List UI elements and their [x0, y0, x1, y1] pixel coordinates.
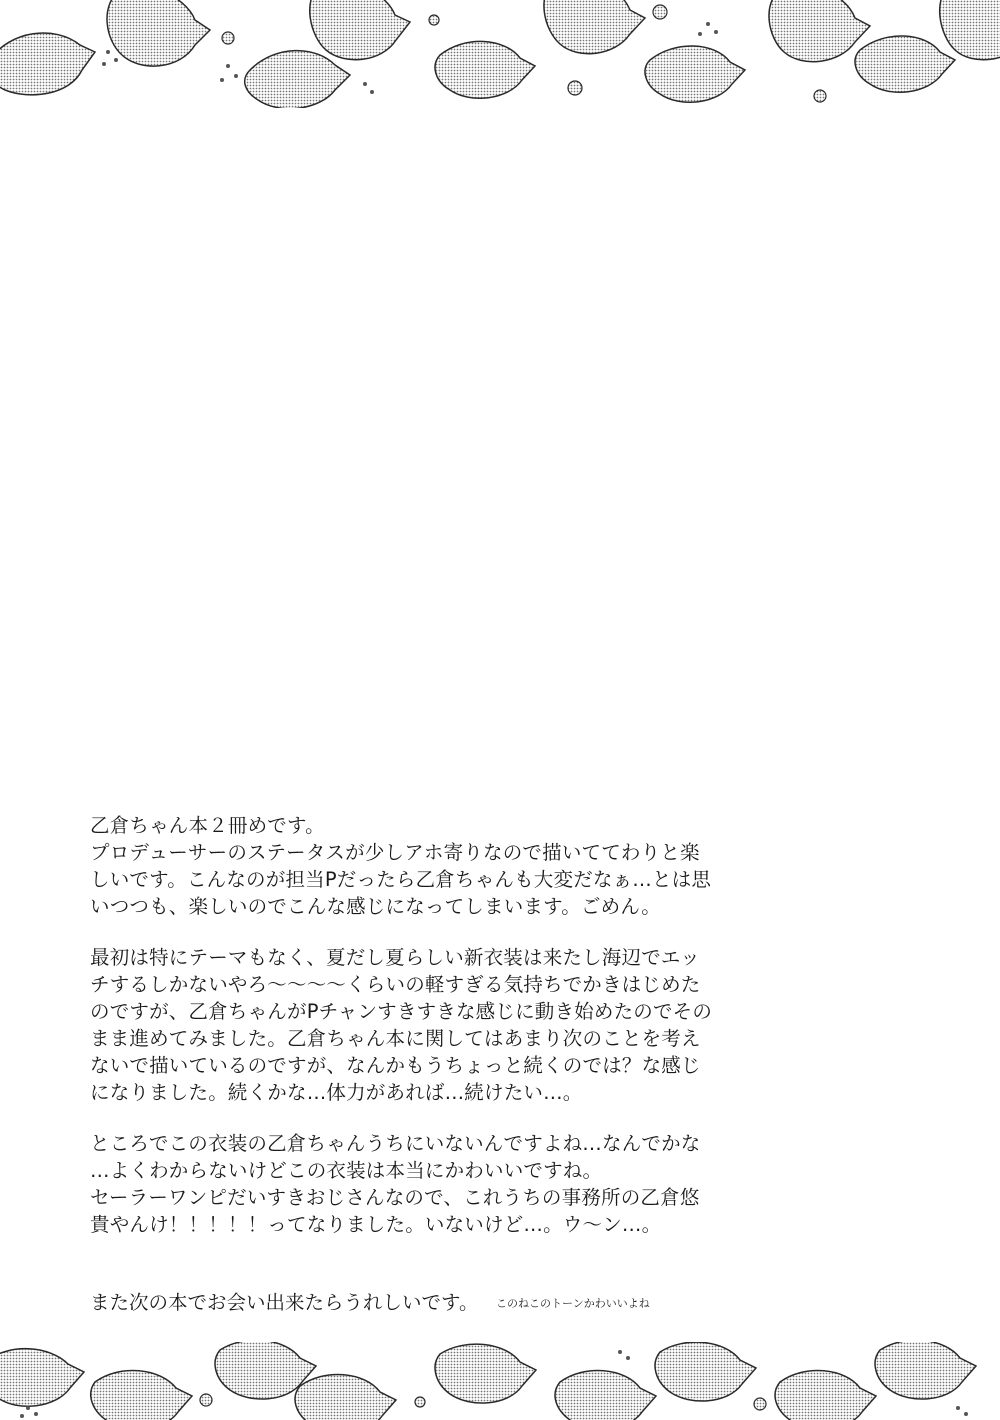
cat-head-icon [0, 1342, 976, 1420]
top-cat-pattern-border [0, 0, 1000, 108]
text-line: ないで描いているのですが、なんかもうちょっと続くのでは？な感じ [90, 1054, 701, 1077]
text-line: まま進めてみました。乙倉ちゃん本に関してはあまり次のことを考え [90, 1027, 701, 1050]
afterword-paragraph [90, 1130, 701, 1238]
bottom-cat-pattern-border [0, 1342, 1000, 1420]
cat-head-icon [0, 0, 1000, 108]
text-line: セーラーワンピだいすきおじさんなので、これうちの事務所の乙倉悠 [90, 1186, 700, 1209]
text-line: 貴やんけ！！！！！ってなりました。いないけど…。ウ～ン…。 [90, 1213, 662, 1236]
text-line: …よくわからないけどこの衣装は本当にかわいいですね。 [90, 1159, 603, 1182]
afterword-paragraph [90, 812, 712, 920]
text-line: チするしかないやろ～～～～くらいの軽すぎる気持ちでかきはじめた [90, 973, 701, 996]
text-line: 最初は特にテーマもなく、夏だし夏らしい新衣装は来たし海辺でエッ [90, 946, 700, 969]
text-line: のですが、乙倉ちゃんがPチャンすきすきな感じに動き始めたのでその [90, 1000, 713, 1023]
closing-line: また次の本でお会い出来たらうれしいです。 [90, 1291, 479, 1314]
afterword-text [90, 812, 713, 1262]
text-line: プロデューサーのステータスが少しアホ寄りなので描いててわりと楽 [90, 841, 700, 864]
side-note: このねこのトーンかわいいよね [496, 1297, 650, 1310]
text-line: しいです。こんなのが担当Pだったら乙倉ちゃんも大変だなぁ…とは思 [90, 868, 712, 891]
text-line: いつつも、楽しいのでこんな感じになってしまいます。ごめん。 [90, 895, 661, 918]
text-line: になりました。続くかな…体力があれば…続けたい…。 [90, 1081, 583, 1104]
closing-row [90, 1289, 690, 1319]
text-line: 乙倉ちゃん本２冊めです。 [90, 814, 325, 837]
text-line: ところでこの衣装の乙倉ちゃんうちにいないんですよね…なんでかな [90, 1132, 701, 1155]
afterword-paragraph [90, 944, 713, 1106]
